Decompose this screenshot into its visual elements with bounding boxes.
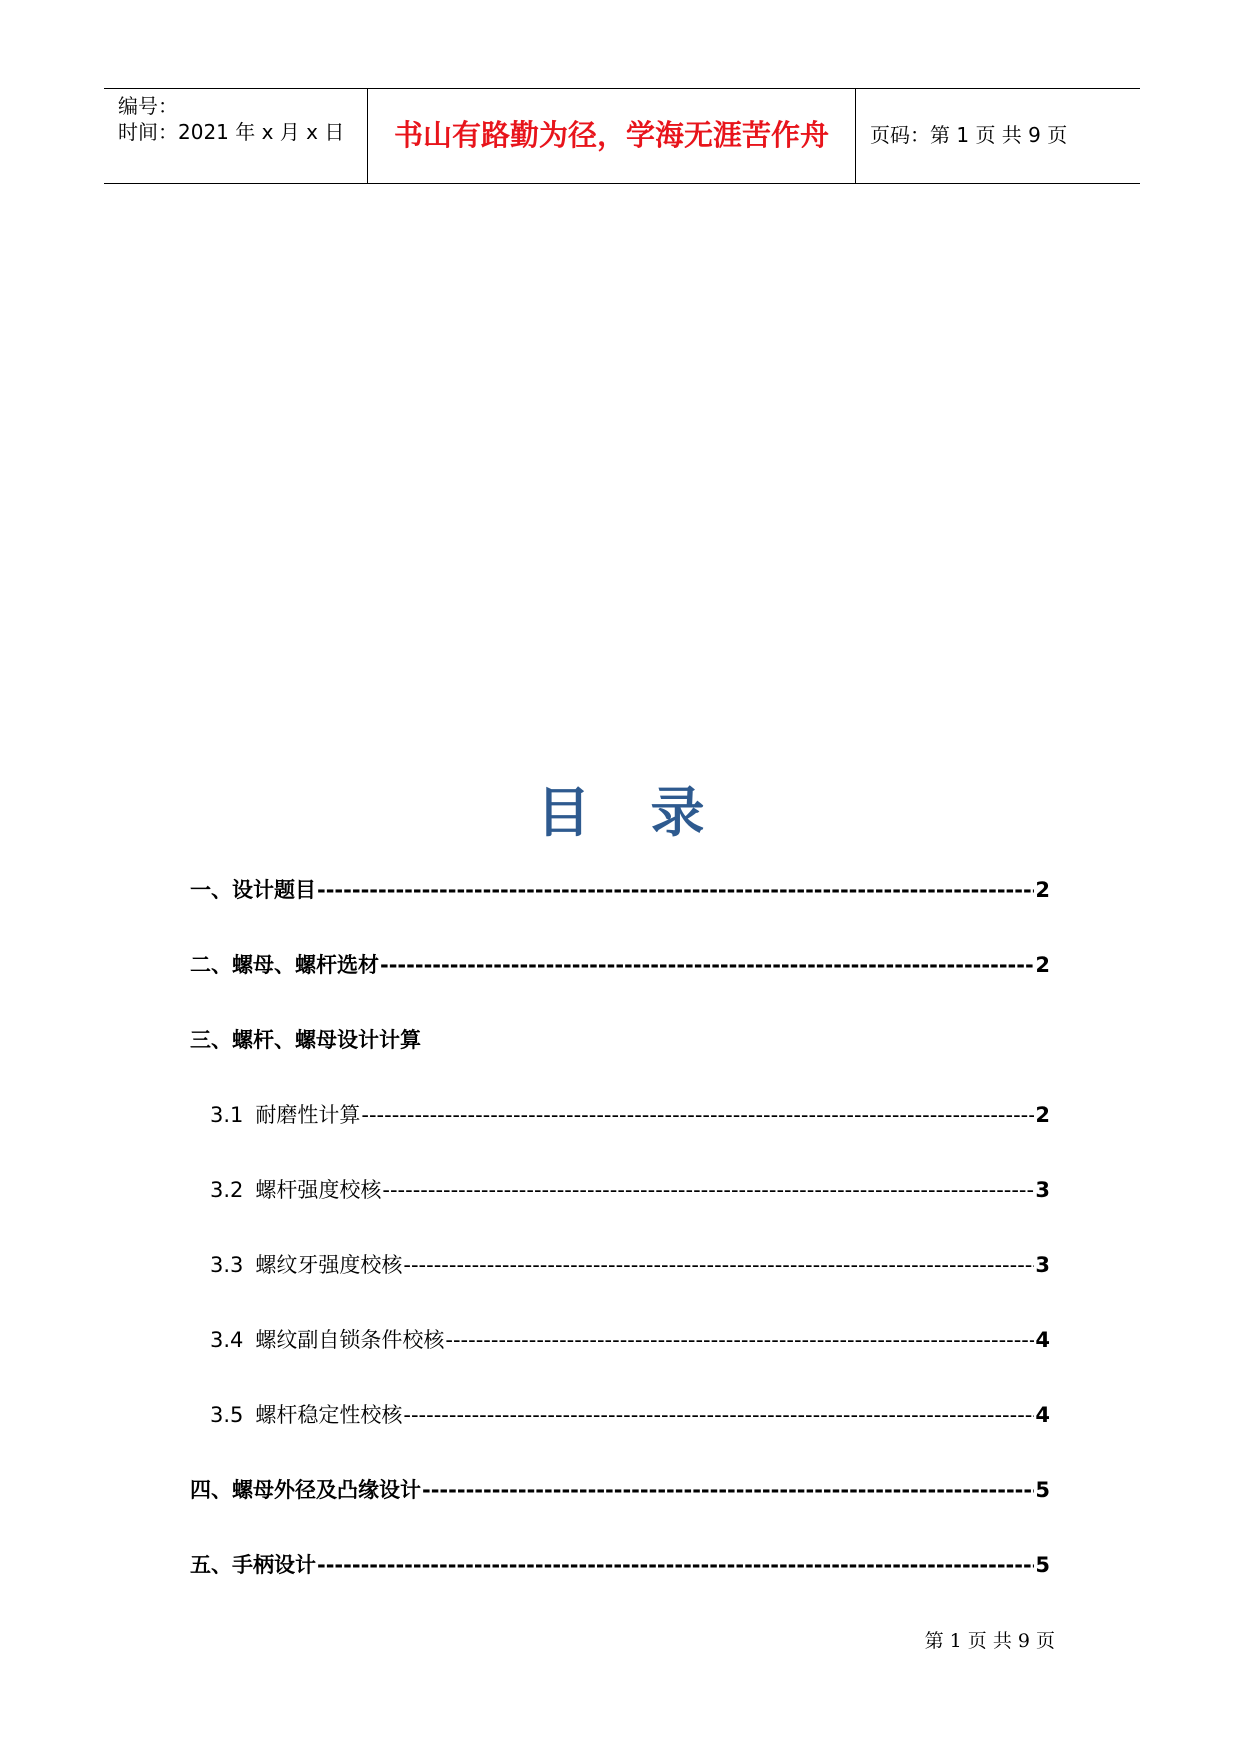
toc-leader <box>422 1475 1034 1505</box>
toc-entry-page: 2 <box>1035 878 1050 902</box>
toc-entry-title: 耐磨性计算 <box>255 1103 361 1127</box>
toc-leader <box>403 1400 1034 1430</box>
toc-entry-page: 3 <box>1035 1178 1050 1202</box>
toc-entry-page: 4 <box>1035 1403 1050 1427</box>
toc-entry-number: 3.1 <box>210 1103 244 1127</box>
toc-leader <box>361 1100 1034 1130</box>
toc-leader <box>380 950 1034 980</box>
toc-entry-number: 3.3 <box>210 1253 244 1277</box>
toc-entry-title: 螺纹牙强度校核 <box>255 1253 403 1277</box>
toc-entry-title: 五、手柄设计 <box>190 1553 316 1577</box>
toc-entry-title: 三、螺杆、螺母设计计算 <box>190 1028 421 1052</box>
toc-entry-number: 3.2 <box>210 1178 244 1202</box>
toc-entry[interactable] <box>190 1100 1050 1130</box>
toc-entry[interactable] <box>190 1250 1050 1280</box>
header-motto: 书山有路勤为径，学海无涯苦作舟 <box>393 118 829 152</box>
toc-entry-number: 3.5 <box>210 1403 244 1427</box>
toc-leader <box>317 1550 1034 1580</box>
toc-entry-page: 2 <box>1035 953 1050 977</box>
toc-entry-page: 4 <box>1035 1328 1050 1352</box>
header-page-code: 页码：第 1 页 共 9 页 <box>870 123 1068 147</box>
toc-entry[interactable] <box>190 1550 1050 1580</box>
toc-leader <box>317 875 1034 905</box>
toc-entry[interactable] <box>190 1325 1050 1355</box>
toc-entry-title: 二、螺母、螺杆选材 <box>190 953 379 977</box>
toc-title: 目录 <box>536 780 765 844</box>
toc-entry[interactable] <box>190 875 1050 905</box>
document-number-label: 编号： <box>118 94 178 118</box>
toc-entry[interactable] <box>190 1475 1050 1505</box>
toc-entry-page: 5 <box>1035 1553 1050 1577</box>
toc-entry-title: 螺杆稳定性校核 <box>255 1403 403 1427</box>
toc-entry-title: 四、螺母外径及凸缘设计 <box>190 1478 421 1502</box>
table-of-contents <box>190 0 1050 1754</box>
toc-leader <box>403 1250 1034 1280</box>
toc-entry-title: 螺纹副自锁条件校核 <box>255 1328 445 1352</box>
toc-entry-page: 3 <box>1035 1253 1050 1277</box>
toc-leader <box>382 1175 1034 1205</box>
page-footer: 第 1 页 共 9 页 <box>924 1630 1055 1652</box>
toc-entry[interactable] <box>190 1400 1050 1430</box>
toc-entry-number: 3.4 <box>210 1328 244 1352</box>
toc-entry-title: 一、设计题目 <box>190 878 316 902</box>
document-time-label: 时间：2021 年 x 月 x 日 <box>118 120 345 144</box>
toc-entry[interactable] <box>190 1025 1050 1055</box>
toc-entry[interactable] <box>190 1175 1050 1205</box>
toc-leader <box>445 1325 1034 1355</box>
toc-entry-title: 螺杆强度校核 <box>255 1178 382 1202</box>
toc-entry-page: 2 <box>1035 1103 1050 1127</box>
toc-entry[interactable] <box>190 950 1050 980</box>
toc-entry-page: 5 <box>1035 1478 1050 1502</box>
